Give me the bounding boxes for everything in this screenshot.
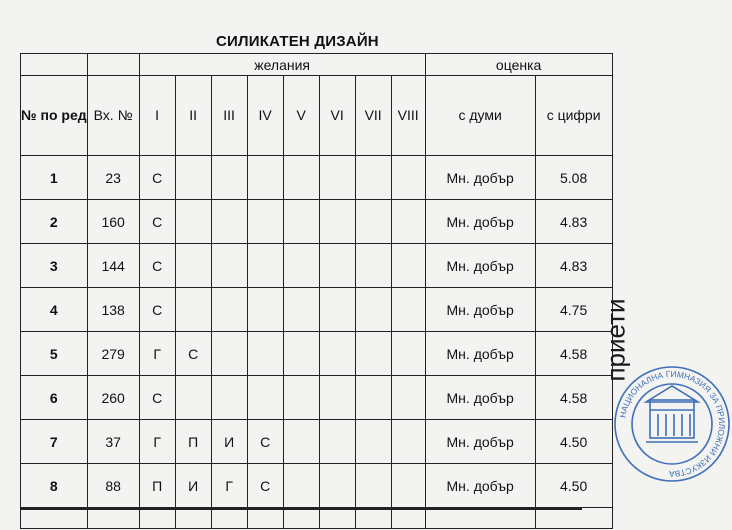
entry-number-cell: 160: [87, 200, 139, 244]
wish-cell: [391, 376, 425, 420]
wish-cell: [283, 376, 319, 420]
grade-words-cell: Мн. добър: [425, 332, 535, 376]
grade-digits-cell: 4.50: [535, 464, 612, 508]
table-row: [21, 332, 613, 376]
wish-cell: [355, 332, 391, 376]
entry-number-cell: 88: [87, 464, 139, 508]
wish-cell: И: [211, 420, 247, 464]
wish-cell: С: [139, 376, 175, 420]
entry-number-cell: 279: [87, 332, 139, 376]
entry-number-cell: 37: [87, 420, 139, 464]
cut-off-cell: [87, 508, 139, 529]
rank-cell: 4: [21, 288, 88, 332]
wish-cell: Г: [139, 420, 175, 464]
school-stamp: [612, 364, 732, 484]
wish-cell: [247, 376, 283, 420]
rank-cell: 7: [21, 420, 88, 464]
column-header-row: [21, 76, 613, 156]
cut-off-cell: [283, 508, 319, 529]
wish-cell: [355, 376, 391, 420]
wish-column-header: II: [175, 76, 211, 156]
wish-cell: [283, 200, 319, 244]
wish-cell: [319, 244, 355, 288]
wish-cell: [391, 200, 425, 244]
wish-cell: Г: [211, 464, 247, 508]
wish-cell: С: [139, 156, 175, 200]
cut-off-cell: [355, 508, 391, 529]
rank-cell: 2: [21, 200, 88, 244]
table-row: [21, 376, 613, 420]
cut-off-cell: [319, 508, 355, 529]
wish-cell: [319, 200, 355, 244]
accepted-label-text: приети: [600, 298, 631, 382]
grade-words-cell: Мн. добър: [425, 200, 535, 244]
grade-digits-cell: 4.83: [535, 244, 612, 288]
wish-cell: [175, 288, 211, 332]
blank-header-cell: [21, 54, 88, 76]
grade-words-cell: Мн. добър: [425, 156, 535, 200]
grade-words-cell: Мн. добър: [425, 288, 535, 332]
wish-cell: С: [175, 332, 211, 376]
table-row: [21, 244, 613, 288]
stamp-text: НАЦИОНАЛНА ГИМНАЗИЯ ЗА ПРИЛОЖНИ ИЗКУСТВА: [617, 368, 728, 480]
grade-digits-cell: 4.83: [535, 200, 612, 244]
wish-cell: [355, 156, 391, 200]
wish-cell: [283, 420, 319, 464]
wish-cell: [247, 244, 283, 288]
rank-cell: 6: [21, 376, 88, 420]
wish-cell: [247, 156, 283, 200]
table-row: [21, 156, 613, 200]
grade-digits-cell: 4.58: [535, 376, 612, 420]
wish-cell: [319, 376, 355, 420]
grade-words-cell: Мн. добър: [425, 244, 535, 288]
wish-column-header: III: [211, 76, 247, 156]
cut-off-cell: [211, 508, 247, 529]
wish-cell: [211, 332, 247, 376]
table-row: [21, 420, 613, 464]
wish-cell: [247, 200, 283, 244]
rank-cell: 8: [21, 464, 88, 508]
wish-cell: [319, 156, 355, 200]
wish-cell: [355, 244, 391, 288]
wish-column-header: VIII: [391, 76, 425, 156]
wishes-group-header: желания: [139, 54, 425, 76]
cut-off-cell: [425, 508, 535, 529]
wish-cell: [391, 464, 425, 508]
cut-off-cell: [535, 508, 612, 529]
grade-digits-cell: 5.08: [535, 156, 612, 200]
wish-cell: [211, 288, 247, 332]
cut-off-cell: [139, 508, 175, 529]
wish-column-header: VI: [319, 76, 355, 156]
rank-cell: 1: [21, 156, 88, 200]
wish-cell: [211, 244, 247, 288]
wish-cell: [175, 244, 211, 288]
wish-cell: С: [247, 420, 283, 464]
entry-number-cell: 260: [87, 376, 139, 420]
wish-column-header: VII: [355, 76, 391, 156]
wish-column-header: I: [139, 76, 175, 156]
wish-cell: [211, 200, 247, 244]
wish-cell: [211, 156, 247, 200]
wish-cell: С: [139, 288, 175, 332]
wish-cell: [355, 200, 391, 244]
wish-cell: [355, 420, 391, 464]
entry-number-cell: 23: [87, 156, 139, 200]
grade-words-cell: Мн. добър: [425, 376, 535, 420]
wish-cell: [211, 376, 247, 420]
table-row: [21, 464, 613, 508]
grade-group-header: оценка: [425, 54, 612, 76]
table-row: [21, 288, 613, 332]
wish-cell: [391, 332, 425, 376]
entry-column-header: Вх. №: [87, 76, 139, 156]
grade-digits-cell: 4.75: [535, 288, 612, 332]
grade-words-cell: Мн. добър: [425, 464, 535, 508]
rank-column-header: № по ред: [21, 76, 88, 156]
grade-words-column-header: с думи: [425, 76, 535, 156]
wish-cell: С: [247, 464, 283, 508]
wish-cell: [283, 244, 319, 288]
cut-off-cell: [391, 508, 425, 529]
entry-number-cell: 144: [87, 244, 139, 288]
rank-cell: 3: [21, 244, 88, 288]
document-title: СИЛИКАТЕН ДИЗАЙН: [216, 33, 379, 50]
wish-cell: [391, 420, 425, 464]
wish-cell: [391, 156, 425, 200]
wish-cell: П: [175, 420, 211, 464]
group-header-row: [21, 54, 613, 76]
wish-cell: [355, 464, 391, 508]
wish-cell: [283, 332, 319, 376]
wish-cell: [283, 288, 319, 332]
wish-cell: [319, 288, 355, 332]
wish-cell: [175, 376, 211, 420]
table-row: [21, 200, 613, 244]
wish-cell: С: [139, 200, 175, 244]
cut-off-cell: [21, 508, 88, 529]
wish-cell: П: [139, 464, 175, 508]
wish-cell: С: [139, 244, 175, 288]
wish-cell: [319, 464, 355, 508]
wish-cell: [283, 156, 319, 200]
table-bottom-rule: [20, 508, 582, 510]
grade-digits-column-header: с цифри: [535, 76, 612, 156]
cut-off-cell: [175, 508, 211, 529]
blank-header-cell: [87, 54, 139, 76]
entry-number-cell: 138: [87, 288, 139, 332]
wish-cell: [391, 244, 425, 288]
cut-off-row: [21, 508, 613, 529]
wish-cell: [283, 464, 319, 508]
cut-off-cell: [247, 508, 283, 529]
ranking-table: [20, 53, 613, 529]
wish-cell: [391, 288, 425, 332]
wish-cell: [319, 420, 355, 464]
rank-cell: 5: [21, 332, 88, 376]
wish-cell: [175, 156, 211, 200]
grade-digits-cell: 4.58: [535, 332, 612, 376]
grade-digits-cell: 4.50: [535, 420, 612, 464]
wish-cell: Г: [139, 332, 175, 376]
wish-cell: [247, 288, 283, 332]
wish-cell: И: [175, 464, 211, 508]
wish-cell: [247, 332, 283, 376]
wish-cell: [319, 332, 355, 376]
wish-cell: [355, 288, 391, 332]
grade-words-cell: Мн. добър: [425, 420, 535, 464]
wish-column-header: V: [283, 76, 319, 156]
wish-cell: [175, 200, 211, 244]
wish-column-header: IV: [247, 76, 283, 156]
